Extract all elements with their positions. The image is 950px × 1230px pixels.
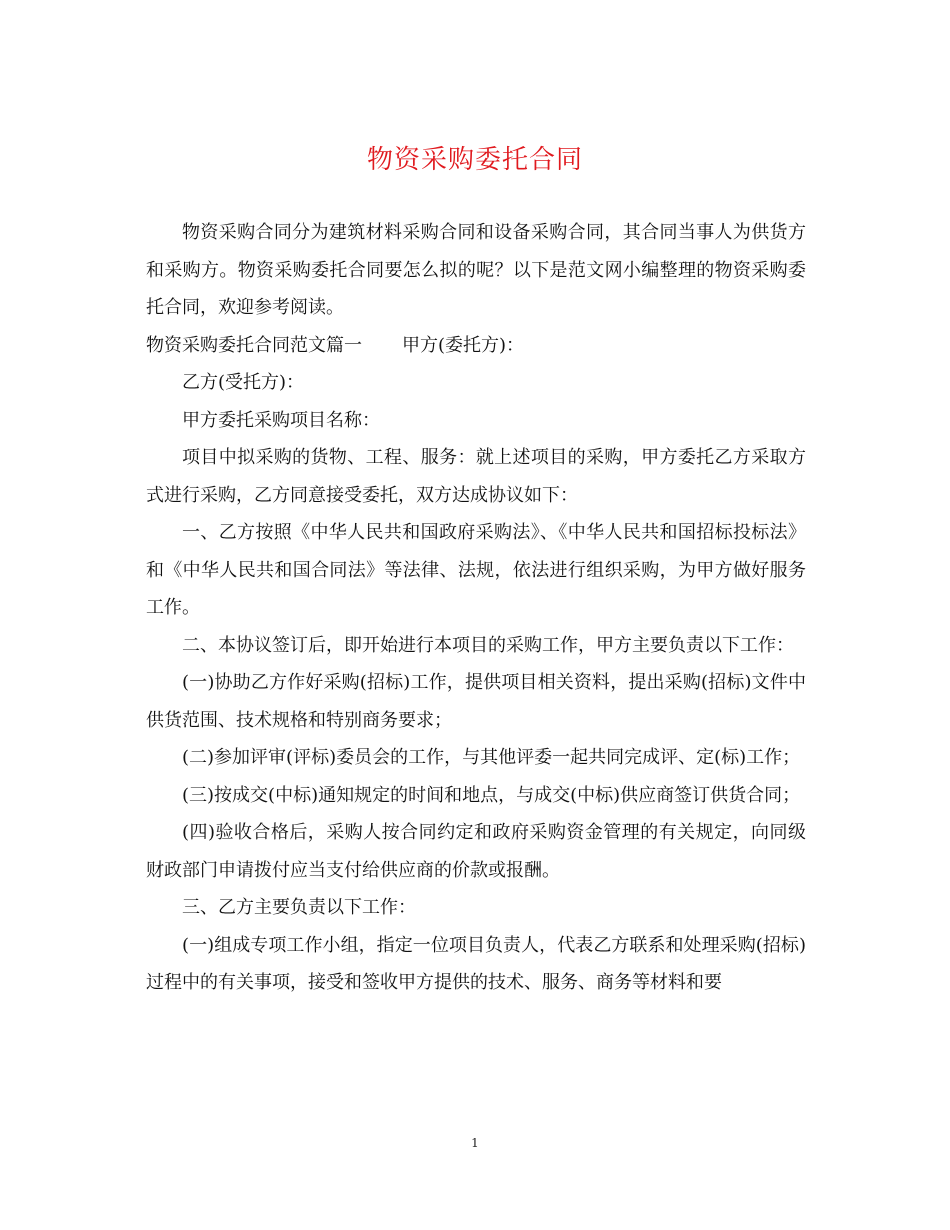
page-number: 1 [471, 1136, 479, 1150]
paragraph-heading-line [146, 327, 806, 365]
document-title: 物资采购委托合同 [366, 145, 583, 175]
clause-2-item-4: (四)验收合格后，采购人按合同约定和政府采购资金管理的有关规定，向同级财政部门申请拨付应当支付给供应商的价款或报酬。 [146, 822, 806, 881]
paragraph-scope: 项目中拟采购的货物、工程、服务：就上述项目的采购，甲方委托乙方采取方式进行采购，乙方同意接受委托，双方达成协议如下： [146, 447, 806, 506]
clause-3: 三、乙方主要负责以下工作： [182, 897, 416, 918]
document-body [146, 214, 806, 1002]
project-name-label: 甲方委托采购项目名称： [182, 409, 380, 431]
party-a-label: 甲方(委托方)： [402, 334, 525, 356]
party-b-label: 乙方(受托方)： [182, 372, 305, 393]
clause-2-item-2: (二)参加评审(评标)委员会的工作，与其他评委一起共同完成评、定(标)工作； [182, 747, 801, 768]
clause-3-item-1: (一)组成专项工作小组，指定一位项目负责人，代表乙方联系和处理采购(招标)过程中的有关事项，接受和签收甲方提供的技术、服务、商务等材料和要 [146, 934, 806, 993]
clause-1: 一、乙方按照《中华人民共和国政府采购法》、《中华人民共和国招标投标法》和《中华人民共和国合同法》等法律、法规，依法进行组织采购，为甲方做好服务工作。 [146, 522, 806, 618]
clause-2-item-3: (三)按成交(中标)通知规定的时间和地点，与成交(中标)供应商签订供货合同； [182, 784, 801, 806]
clause-2-item-1: (一)协助乙方作好采购(招标)工作，提供项目相关资料，提出采购(招标)文件中供货范围、技术规格和特别商务要求； [146, 672, 806, 731]
paragraph-intro: 物资采购合同分为建筑材料采购合同和设备采购合同，其合同当事人为供货方和采购方。物资采购委托合同要怎么拟的呢？以下是范文网小编整理的物资采购委托合同，欢迎参考阅读。 [146, 222, 806, 318]
sample-heading: 物资采购委托合同范文篇一 [146, 334, 362, 356]
clause-2: 二、本协议签订后，即开始进行本项目的采购工作，甲方主要负责以下工作： [182, 634, 794, 656]
